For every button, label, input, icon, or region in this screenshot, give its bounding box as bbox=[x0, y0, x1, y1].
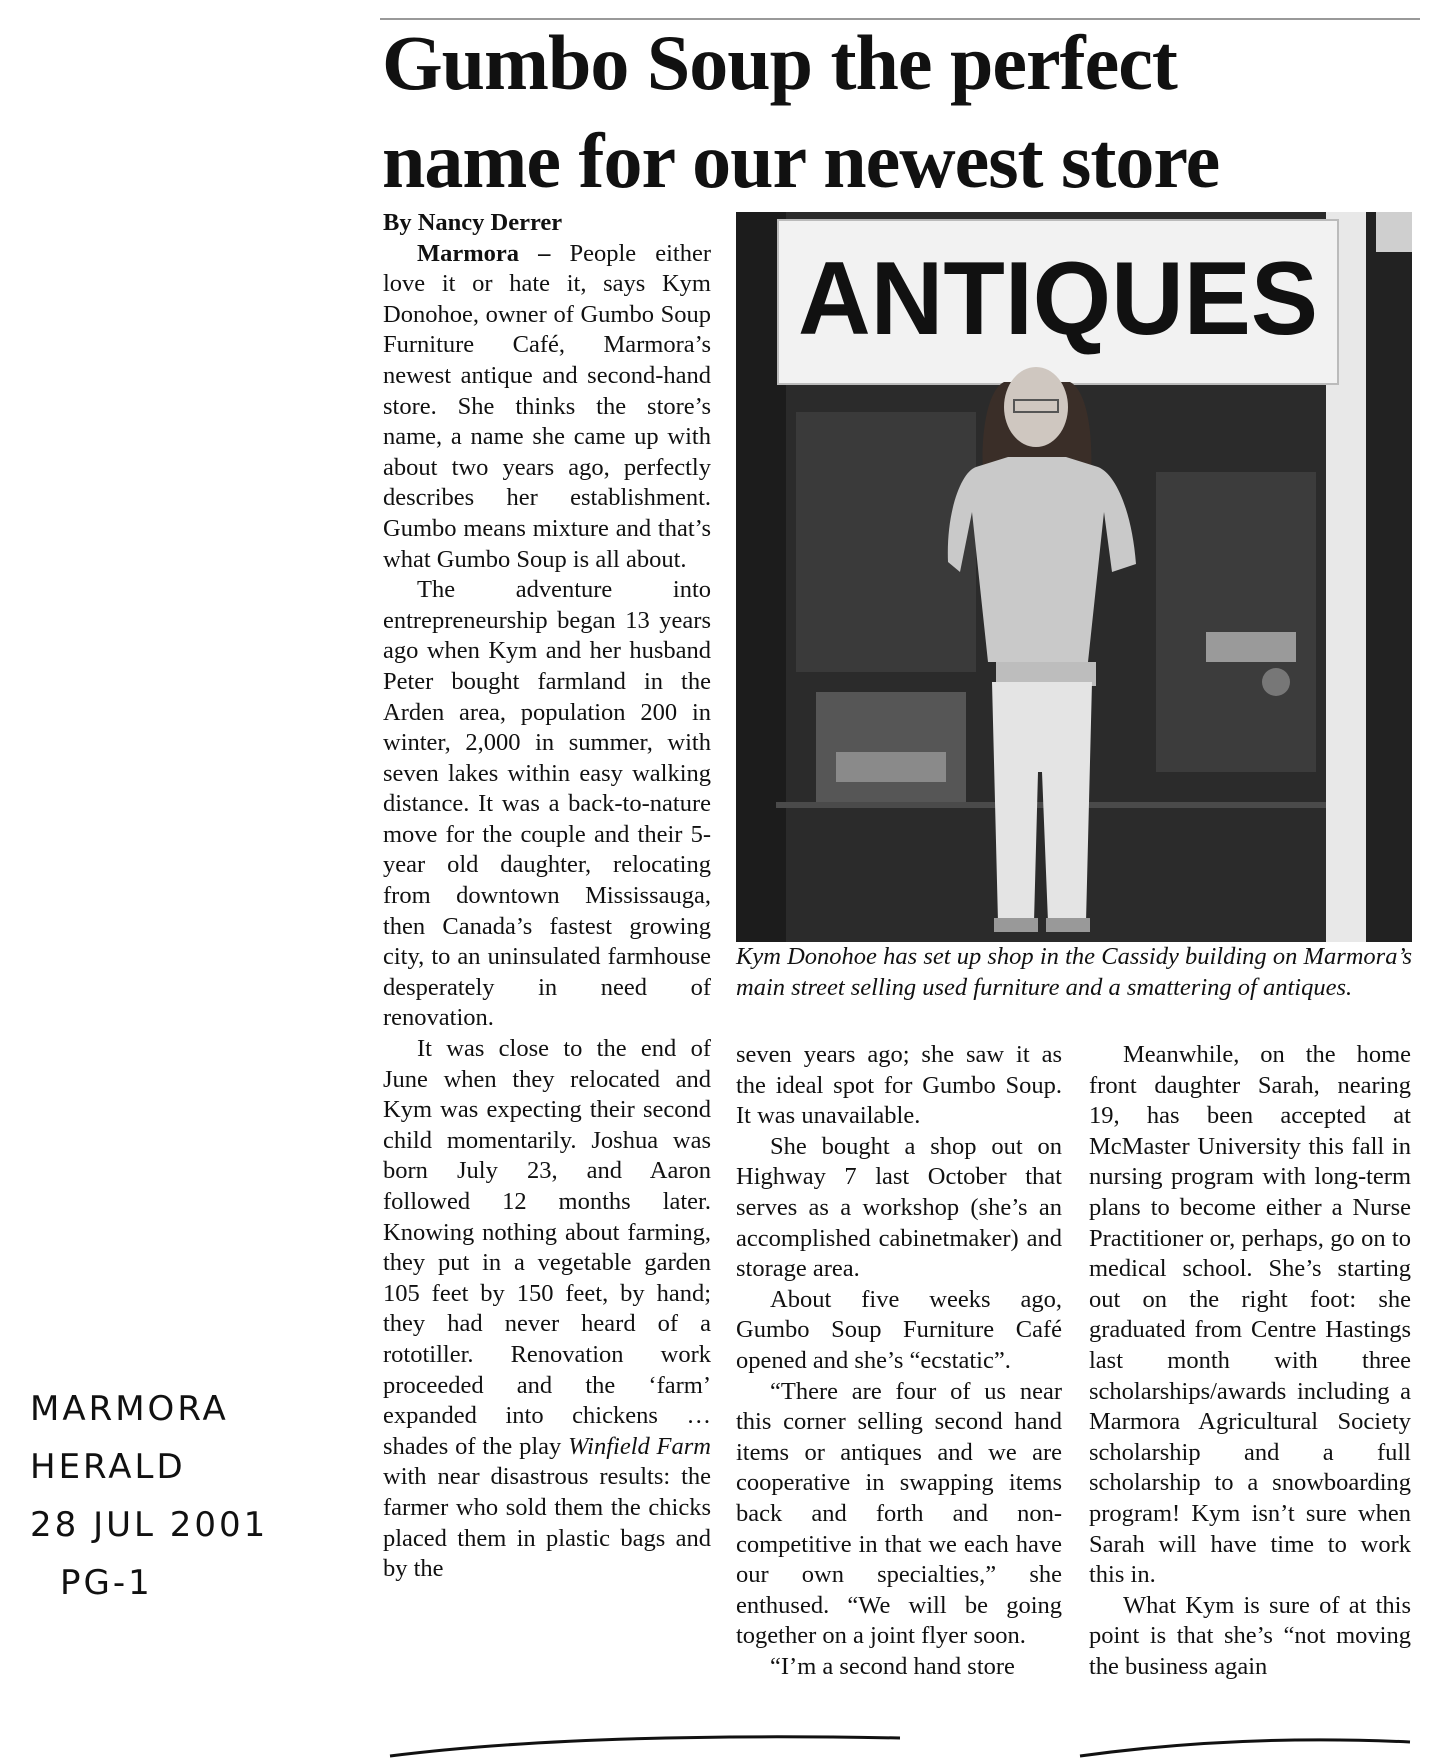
byline: By Nancy Derrer bbox=[383, 209, 563, 236]
paragraph-3 bbox=[383, 1034, 711, 1585]
paragraph-3-text-b: with near disastrous results: the farmer who sold them the chicks placed them in plastic bags and by the bbox=[383, 1463, 711, 1583]
paragraph-1-text: People either love it or hate it, says Kym Donohoe, owner of Gumbo Soup Furniture Café, Marmora’s newest antique and second-hand store. She thinks the store’s name, a name she came up with about two years ago, perfectly describes her establishment. Gumbo means mixture and that’s what Gumbo Soup is all about. bbox=[383, 239, 711, 573]
paragraph-2: The adventure into entrepreneurship began 13 years ago when Kym and her husband Peter bought farmland in the Arden area, population 200 in winter, 2,000 in summer, with seven lakes within easy walking distance. It was a back-to-nature move for the couple and their 5-year old daughter, relocating from downtown Mississauga, then Canada’s fastest growing city, to an uninsulated farmhouse desperately in need of renovation. bbox=[383, 576, 711, 1032]
annotation-line-3: 28 JUL 2001 bbox=[30, 1505, 269, 1545]
banner-text: ANTIQUES bbox=[798, 241, 1318, 357]
paragraph-col2-5: “I’m a second hand store bbox=[770, 1652, 1015, 1680]
dateline: Marmora – bbox=[417, 239, 551, 267]
bottom-box-edge bbox=[380, 1728, 1420, 1758]
article-column-2 bbox=[736, 1040, 1062, 1750]
annotation-line-1: MARMORA bbox=[30, 1389, 229, 1429]
paragraph-col3-2: What Kym is sure of at this point is that she’s “not moving the business again bbox=[1089, 1591, 1411, 1680]
annotation-line-4: PG-1 bbox=[60, 1563, 153, 1603]
headline-line-1: Gumbo Soup the perfect bbox=[382, 19, 1177, 106]
article-column-1 bbox=[383, 208, 711, 1750]
store-photo bbox=[736, 212, 1412, 942]
paragraph-1 bbox=[383, 239, 711, 576]
play-title: Winfield Farm bbox=[568, 1432, 711, 1460]
paragraph-col2-3: About five weeks ago, Gumbo Soup Furniture Café opened and she’s “ecstatic”. bbox=[736, 1285, 1062, 1374]
article-column-3 bbox=[1089, 1040, 1411, 1750]
paragraph-col2-4: “There are four of us near this corner selling second hand items or antiques and we are cooperative in swapping items back and forth and non-competitive in that we each have our own specialties,” she enthused. “We will be going together on a joint flyer soon. bbox=[736, 1377, 1062, 1650]
headline-line-2: name for our newest store bbox=[382, 117, 1220, 204]
handwritten-annotation bbox=[30, 1380, 360, 1612]
photo-caption: Kym Donohoe has set up shop in the Cassidy building on Marmora’s main street selling used furniture and a smattering of antiques. bbox=[736, 943, 1412, 1001]
headline bbox=[382, 14, 1422, 210]
paragraph-3-text-a: It was close to the end of June when they relocated and Kym was expecting their second child momentarily. Joshua was born July 23, and Aaron followed 12 months later. Knowing nothing about farming, they put in a vegetable garden 105 feet by 150 feet, by hand; they had never heard of a rototiller. Renovation work proceeded and the ‘farm’ expanded into chickens … shades of the play bbox=[383, 1035, 711, 1460]
annotation-line-2: HERALD bbox=[30, 1447, 186, 1487]
paragraph-col2-1: seven years ago; she saw it as the ideal spot for Gumbo Soup. It was unavailable. bbox=[736, 1041, 1062, 1130]
paragraph-col3-1: Meanwhile, on the home front daughter Sarah, nearing 19, has been accepted at McMaster University this fall in nursing program with long-term plans to become either a Nurse Practitioner or, perhaps, go on to medical school. She’s starting out on the right foot: she graduated from Centre Hastings last month with three scholarships/awards including a Marmora Agricultural Society scholarship and a full scholarship to a snowboarding program! Kym isn’t sure when Sarah will have time to work this in. bbox=[1089, 1041, 1411, 1589]
paragraph-col2-2: She bought a shop out on Highway 7 last October that serves as a workshop (she’s an accomplished cabinetmaker) and storage area. bbox=[736, 1132, 1062, 1283]
photo-image bbox=[736, 212, 1412, 942]
